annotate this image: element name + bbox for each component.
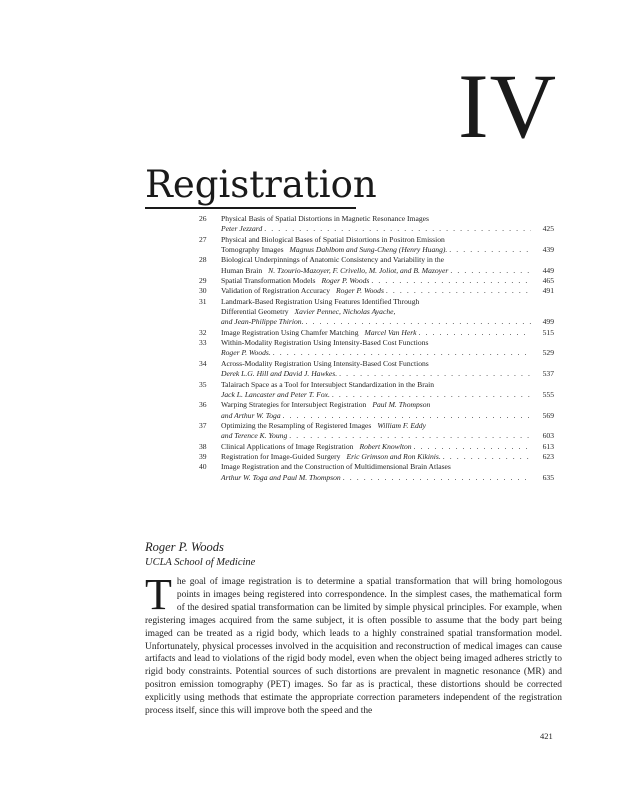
toc-chapter-number: 32 xyxy=(199,327,207,337)
toc-entry xyxy=(199,338,554,359)
toc-page-number: 515 xyxy=(542,327,554,337)
toc-chapter-number: 34 xyxy=(199,358,207,368)
toc-authors: Peter Jezzard xyxy=(221,224,263,234)
toc-dot-leader xyxy=(339,369,531,379)
toc-entry-body xyxy=(221,297,554,328)
toc-dot-leader xyxy=(449,245,531,255)
toc-dot-leader xyxy=(289,431,531,441)
toc-page-number: 569 xyxy=(542,410,554,420)
toc-dot-leader xyxy=(264,224,531,234)
toc-line xyxy=(221,400,554,410)
toc-dot-leader xyxy=(450,266,531,276)
toc-chapter-title: Human Brain xyxy=(221,265,263,275)
toc-line xyxy=(221,235,554,245)
toc-authors: Magnus Dahlbom and Sung-Cheng (Henry Huang). xyxy=(289,245,448,255)
toc-authors: Jack L. Lancaster and Peter T. Fox. xyxy=(221,389,330,399)
toc-entry xyxy=(199,421,554,442)
toc-entry-body xyxy=(221,338,554,359)
toc-page-number: 635 xyxy=(542,472,554,482)
toc-chapter-title: Registration for Image-Guided Surgery xyxy=(221,451,341,461)
toc-authors: Xavier Pennec, Nicholas Ayache, xyxy=(294,307,396,317)
toc-page-number: 603 xyxy=(542,431,554,441)
toc-entry xyxy=(199,286,554,296)
toc-authors: N. Tzourio-Mazoyer, F. Crivello, M. Joliot, and B. Mazoyer xyxy=(268,265,449,275)
toc-page-number: 465 xyxy=(542,276,554,286)
toc-entry xyxy=(199,328,554,338)
toc-line xyxy=(221,348,554,358)
toc-authors: Robert Knowlton xyxy=(359,441,412,451)
toc-entry xyxy=(199,380,554,401)
toc-page-number: 537 xyxy=(542,369,554,379)
toc-dot-leader xyxy=(414,442,531,452)
toc-line xyxy=(221,307,554,317)
toc-line xyxy=(221,286,554,296)
toc-chapter-title: Optimizing the Resampling of Registered Images xyxy=(221,420,372,430)
toc-authors: and Jean-Philippe Thirion. xyxy=(221,317,304,327)
toc-authors: and Terence K. Young xyxy=(221,431,288,441)
toc-page-number: 449 xyxy=(542,265,554,275)
toc-chapter-title: Across-Modality Registration Using Intensity-Based Cost Functions xyxy=(221,358,429,368)
toc-line xyxy=(221,214,554,224)
toc-dot-leader xyxy=(332,390,531,400)
toc-chapter-number: 28 xyxy=(199,255,207,265)
toc-entry-body xyxy=(221,276,554,286)
toc-line xyxy=(221,245,554,255)
toc-page-number: 529 xyxy=(542,348,554,358)
toc-chapter-title: Validation of Registration Accuracy xyxy=(221,286,331,296)
toc-authors: William F. Eddy xyxy=(377,420,426,430)
toc-line xyxy=(221,421,554,431)
toc-entry xyxy=(199,214,554,235)
toc-chapter-title: Clinical Applications of Image Registration xyxy=(221,441,354,451)
toc-entry xyxy=(199,442,554,452)
toc-authors: Roger P. Woods xyxy=(336,286,384,296)
toc-line xyxy=(221,338,554,348)
toc-chapter-number: 27 xyxy=(199,234,207,244)
toc-chapter-number: 36 xyxy=(199,400,207,410)
toc-chapter-title: Image Registration and the Construction of Multidimensional Brain Atlases xyxy=(221,462,451,472)
toc-entry xyxy=(199,452,554,462)
toc-authors: Marcel Van Herk xyxy=(364,327,417,337)
toc-line xyxy=(221,431,554,441)
author-affiliation: UCLA School of Medicine xyxy=(145,557,256,568)
toc-authors: Paul M. Thompson xyxy=(372,400,431,410)
toc-line xyxy=(221,411,554,421)
toc-dot-leader xyxy=(305,317,531,327)
toc-chapter-number: 40 xyxy=(199,462,207,472)
toc-chapter-title: Image Registration Using Chamfer Matching xyxy=(221,327,359,337)
body-text: he goal of image registration is to determine a spatial transformation that will bring homologous points in images being registered into correspondence. In the simplest cases, the mathematical form of the desired spatial transformation can be limited by simple physical principles. For example, when registering images acquired from the same subject, it is often possible to assume that the body part being imaged can be treated as a rigid body, which leads to a highly constrained spatial transformation model. Unfortunately, physical processes involved in the acquisition and reconstruction of medical images can cause artifacts and lead to violations of the rigid body model, even when the object being imaged adheres strictly to rigid body constraints. Potential sources of such distortions are prevalent in magnetic resonance (MR) and positron emission tomography (PET) images. So far as is practical, these distortions should be corrected explicitly using methods that estimate the appropriate correction parameters independent of the registration process itself, since this will improve both the speed and the xyxy=(145,577,562,717)
toc-dot-leader xyxy=(343,473,531,483)
toc-dot-leader xyxy=(419,328,531,338)
page-number: 421 xyxy=(540,731,553,741)
toc-entry-body xyxy=(221,255,554,276)
toc-entry-body xyxy=(221,286,554,296)
toc-entry-body xyxy=(221,400,554,421)
toc-line xyxy=(221,452,554,462)
toc-line xyxy=(221,442,554,452)
toc-chapter-title: Landmark-Based Registration Using Features Identified Through xyxy=(221,296,420,306)
toc-entry xyxy=(199,235,554,256)
toc-authors: Eric Grimson and Ron Kikinis. xyxy=(346,451,441,461)
toc-entry xyxy=(199,462,554,483)
toc-authors: Derek L.G. Hill and David J. Hawkes. xyxy=(221,369,338,379)
toc-line xyxy=(221,328,554,338)
toc-line xyxy=(221,473,554,483)
toc-page-number: 425 xyxy=(542,224,554,234)
toc-line xyxy=(221,317,554,327)
toc-entry-body xyxy=(221,214,554,235)
toc-line xyxy=(221,276,554,286)
toc-entry xyxy=(199,400,554,421)
toc-chapter-title: Physical Basis of Spatial Distortions in Magnetic Resonance Images xyxy=(221,214,429,223)
toc-chapter-title: Differential Geometry xyxy=(221,307,289,317)
toc-line xyxy=(221,359,554,369)
toc-chapter-number: 29 xyxy=(199,276,207,286)
toc-dot-leader xyxy=(283,411,531,421)
toc-entry-body xyxy=(221,442,554,452)
toc-page-number: 439 xyxy=(542,245,554,255)
body-paragraph xyxy=(145,570,562,718)
toc-entry-body xyxy=(221,421,554,442)
toc-chapter-title: Physical and Biological Bases of Spatial Distortions in Positron Emission xyxy=(221,234,445,244)
toc-authors: Arthur W. Toga and Paul M. Thompson xyxy=(221,472,341,482)
toc-page-number: 613 xyxy=(542,441,554,451)
toc-page-number: 491 xyxy=(542,286,554,296)
toc-chapter-number: 39 xyxy=(199,451,207,461)
toc-chapter-title: Warping Strategies for Intersubject Registration xyxy=(221,400,367,410)
toc-page-number: 499 xyxy=(542,317,554,327)
toc-page-number: 555 xyxy=(542,389,554,399)
toc-line xyxy=(221,224,554,234)
toc-entry-body xyxy=(221,380,554,401)
toc-chapter-title: Talairach Space as a Tool for Intersubject Standardization in the Brain xyxy=(221,379,435,389)
toc-authors: and Arthur W. Toga xyxy=(221,410,281,420)
toc-entry-body xyxy=(221,359,554,380)
toc-page-number: 623 xyxy=(542,451,554,461)
toc-line xyxy=(221,369,554,379)
toc-line xyxy=(221,266,554,276)
toc-entry-body xyxy=(221,235,554,256)
toc-dot-leader xyxy=(371,276,531,286)
toc-entry xyxy=(199,255,554,276)
toc-chapter-title: Within-Modality Registration Using Intensity-Based Cost Functions xyxy=(221,338,429,348)
toc-chapter-title: Spatial Transformation Models xyxy=(221,276,316,286)
toc-chapter-number: 26 xyxy=(199,214,207,223)
toc-chapter-number: 31 xyxy=(199,296,207,306)
toc-authors: Roger P. Woods. xyxy=(221,348,271,358)
toc-entry-body xyxy=(221,462,554,483)
toc-dot-leader xyxy=(443,452,531,462)
toc-chapter-number: 38 xyxy=(199,441,207,451)
toc-entry xyxy=(199,359,554,380)
title-rule xyxy=(145,207,356,209)
toc-line xyxy=(221,297,554,307)
toc-line xyxy=(221,380,554,390)
part-title: Registration xyxy=(145,163,377,206)
toc-line xyxy=(221,462,554,472)
toc-entry-body xyxy=(221,328,554,338)
toc-chapter-number: 30 xyxy=(199,286,207,296)
toc-line xyxy=(221,390,554,400)
drop-cap: T xyxy=(145,570,172,619)
toc-chapter-title: Tomography Images xyxy=(221,245,284,255)
toc-chapter-title: Biological Underpinnings of Anatomic Consistency and Variability in the xyxy=(221,255,444,265)
author-name: Roger P. Woods xyxy=(145,540,224,554)
part-number: IV xyxy=(458,55,558,157)
toc-dot-leader xyxy=(386,286,531,296)
table-of-contents xyxy=(199,214,554,483)
toc-dot-leader xyxy=(273,348,531,358)
toc-chapter-number: 35 xyxy=(199,379,207,389)
toc-line xyxy=(221,255,554,265)
toc-chapter-number: 37 xyxy=(199,420,207,430)
toc-entry xyxy=(199,297,554,328)
toc-entry-body xyxy=(221,452,554,462)
toc-authors: Roger P. Woods xyxy=(321,276,370,286)
toc-entry xyxy=(199,276,554,286)
toc-chapter-number: 33 xyxy=(199,338,207,348)
